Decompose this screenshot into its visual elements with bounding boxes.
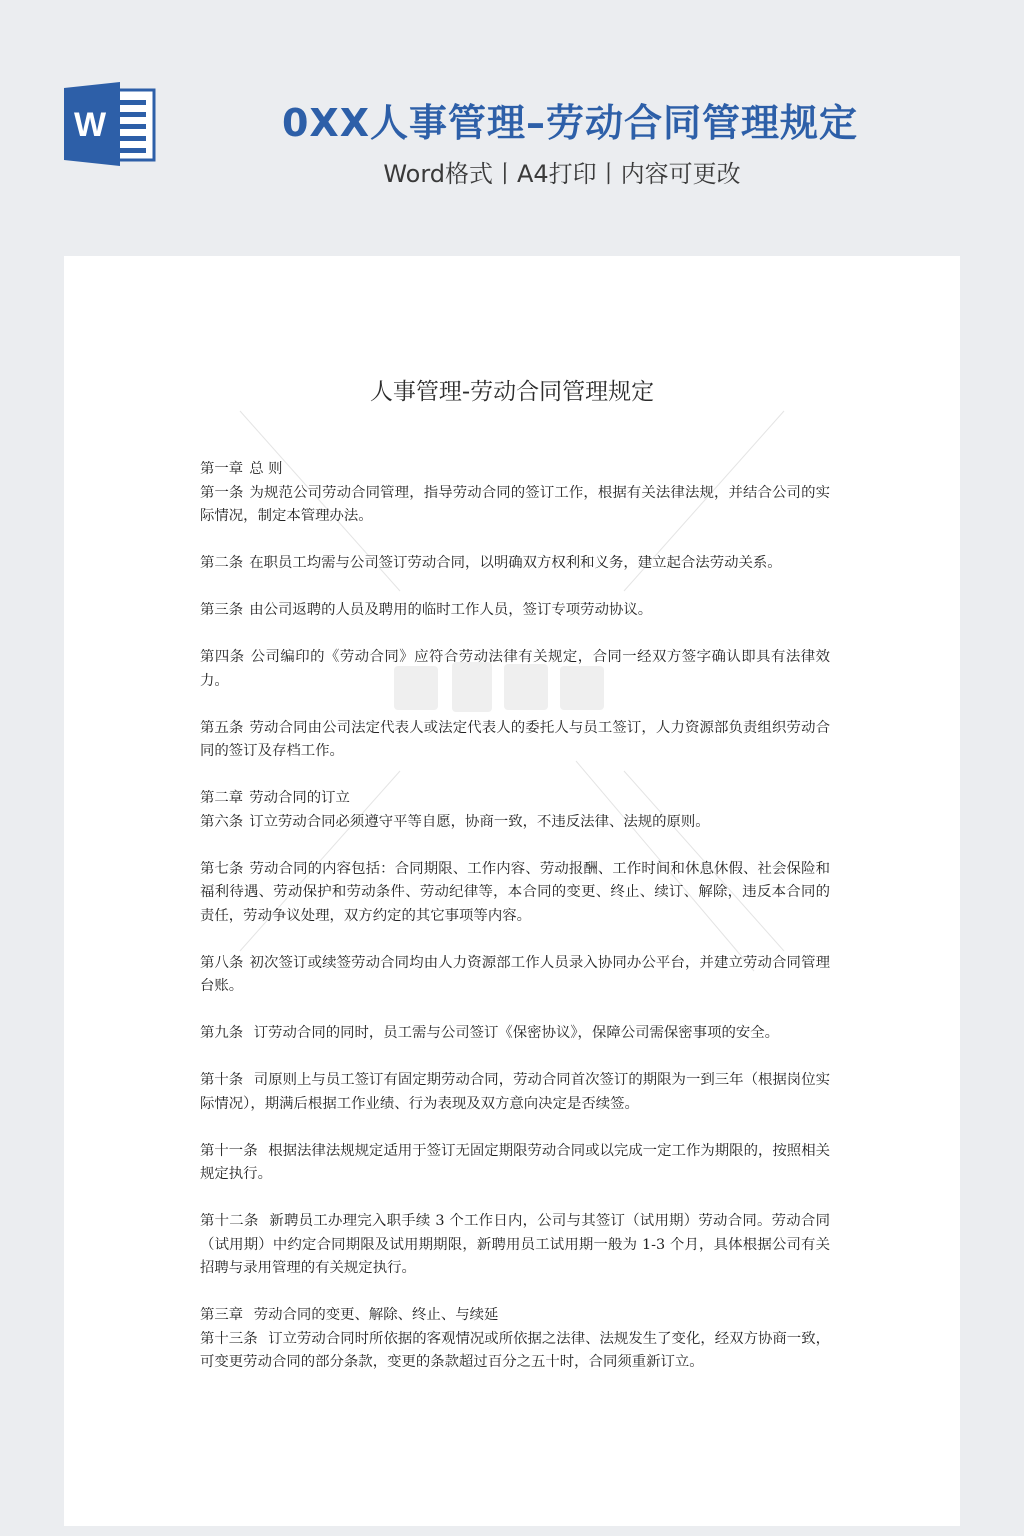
article-paragraph: 第十三条 订立劳动合同时所依据的客观情况或所依据之法律、法规发生了变化，经双方协商一致，可变更劳动合同的部分条款，变更的条款超过百分之五十时，合同须重新订立。 <box>200 1330 830 1370</box>
article-paragraph: 第八条 初次签订或续签劳动合同均由人力资源部工作人员录入协同办公平台，并建立劳动合同管理台账。 <box>200 954 830 994</box>
article-paragraph: 第五条 劳动合同由公司法定代表人或法定代表人的委托人与员工签订，人力资源部负责组织劳动合同的签订及存档工作。 <box>200 719 830 759</box>
promo-subtitle: Word格式丨A4打印丨内容可更改 <box>383 160 741 188</box>
article-paragraph: 第二条 在职员工均需与公司签订劳动合同，以明确双方权利和义务，建立起合法劳动关系。 <box>200 555 782 571</box>
article-paragraph: 第九条 订劳动合同的同时，员工需与公司签订《保密协议》，保障公司需保密事项的安全。 <box>200 1025 780 1041</box>
chapter-heading: 第一章 总 则 <box>200 461 283 477</box>
document-title: 人事管理-劳动合同管理规定 <box>369 379 655 405</box>
article-paragraph: 第一条 为规范公司劳动合同管理，指导劳动合同的签订工作，根据有关法律法规，并结合公司的实际情况，制定本管理办法。 <box>200 484 830 524</box>
chapter-heading: 第三章 劳动合同的变更、解除、终止、与续延 <box>200 1307 499 1323</box>
document-page <box>64 256 960 1526</box>
article-paragraph: 第七条 劳动合同的内容包括：合同期限、工作内容、劳动报酬、工作时间和休息休假、社会保险和福利待遇、劳动保护和劳动条件、劳动纪律等，本合同的变更、终止、续订、解除，违反本合同的责任，劳动争议处理，双方约定的其它事项等内容。 <box>200 860 830 924</box>
word-document-icon <box>64 82 156 166</box>
article-paragraph: 第十一条 根据法律法规规定适用于签订无固定期限劳动合同或以完成一定工作为期限的，按照相关规定执行。 <box>200 1142 830 1182</box>
word-logo-letter: W <box>73 106 107 144</box>
article-paragraph: 第四条 公司编印的《劳动合同》应符合劳动法律有关规定，合同一经双方签字确认即具有法律效力。 <box>200 649 830 689</box>
document-body <box>200 458 830 1398</box>
article-paragraph: 第三条 由公司返聘的人员及聘用的临时工作人员，签订专项劳动协议。 <box>200 602 653 618</box>
chapter-heading: 第二章 劳动合同的订立 <box>200 790 350 806</box>
article-paragraph: 第六条 订立劳动合同必须遵守平等自愿，协商一致，不违反法律、法规的原则。 <box>200 813 710 830</box>
promo-title: 0XX人事管理–劳动合同管理规定 <box>281 101 859 145</box>
article-paragraph: 第十二条 新聘员工办理完入职手续 3 个工作日内，公司与其签订（试用期）劳动合同。劳动合同（试用期）中约定合同期限及试用期期限，新聘用员工试用期一般为 1-3 个月，具体根据公司有关招聘与录用管理的有关规定执行。 <box>200 1213 830 1276</box>
article-paragraph: 第十条 司原则上与员工签订有固定期劳动合同，劳动合同首次签订的期限为一到三年（根据岗位实际情况），期满后根据工作业绩、行为表现及双方意向决定是否续签。 <box>200 1072 830 1112</box>
